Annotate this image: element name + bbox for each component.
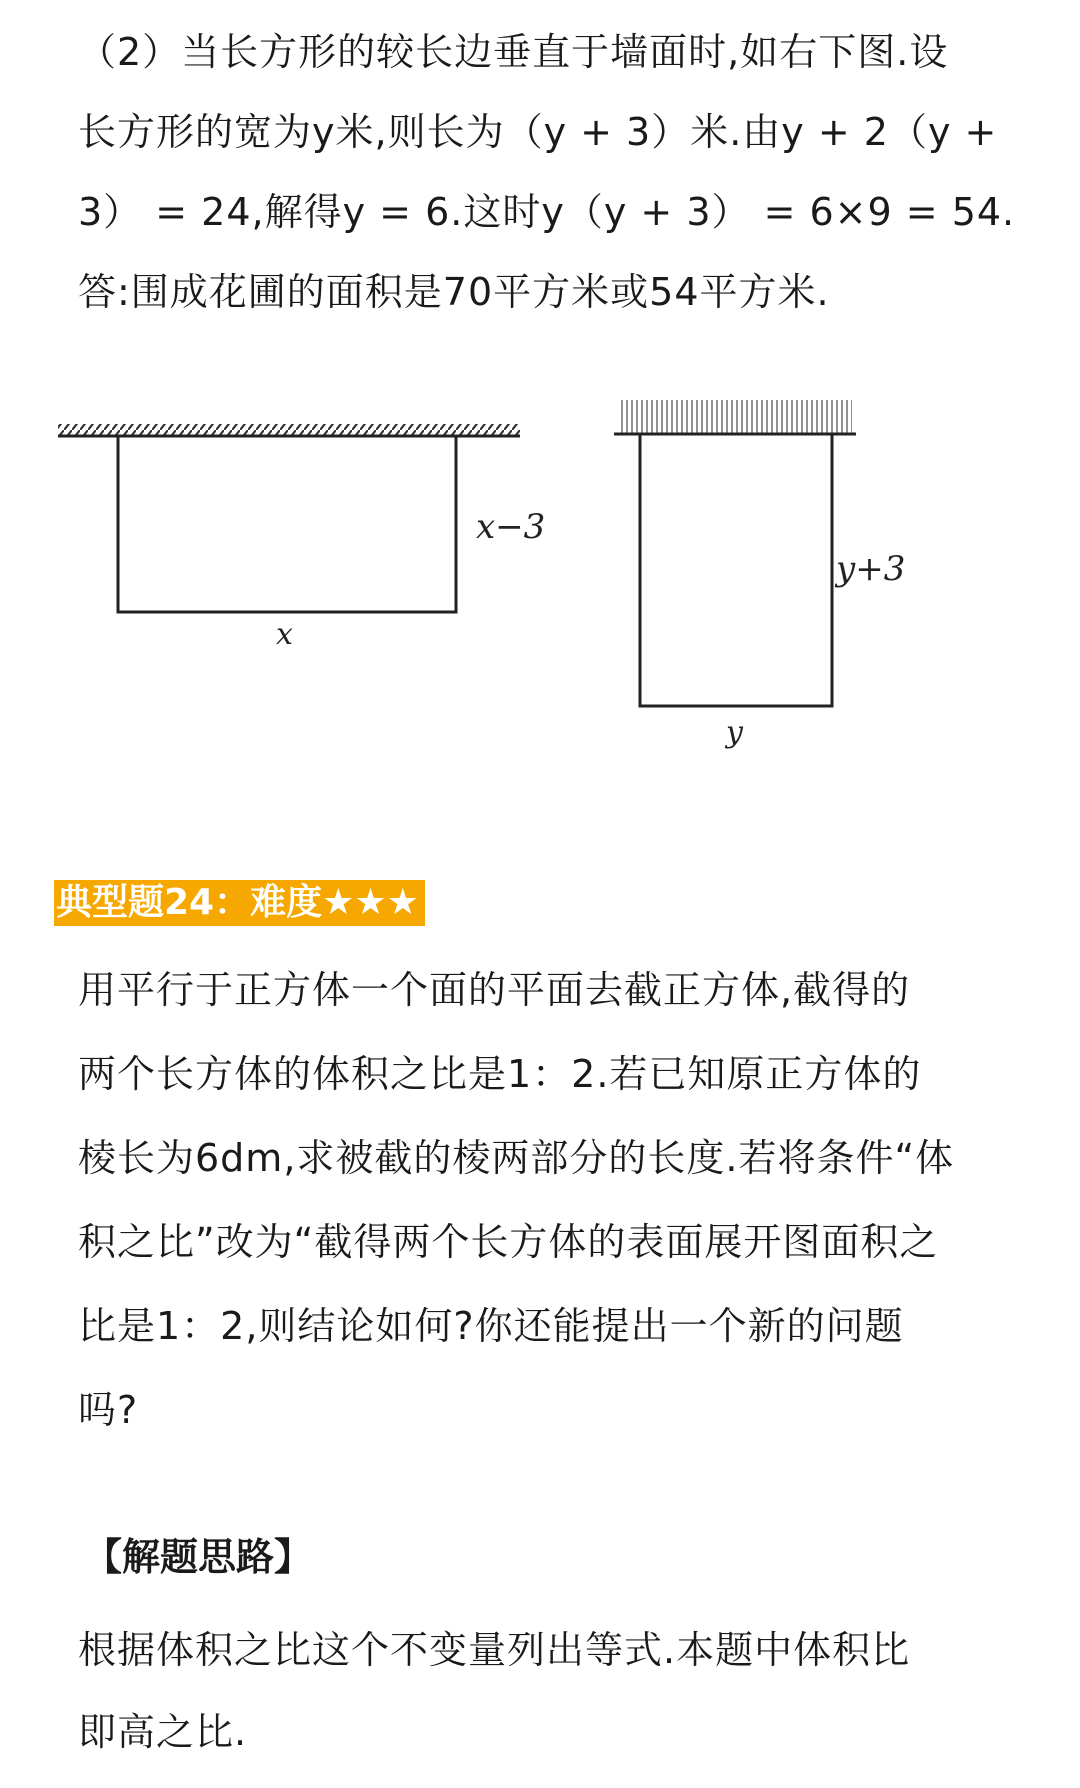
section-title: 【解题思路】 bbox=[84, 1535, 313, 1579]
side-label: x−3 bbox=[476, 507, 546, 547]
text-line: 长方形的宽为y米,则长为（y + 3）米.由y + 2（y + bbox=[78, 110, 998, 154]
text-line: 两个长方体的体积之比是1：2.若已知原正方体的 bbox=[78, 1052, 922, 1096]
figure-right bbox=[600, 390, 920, 760]
text-line: 即高之比. bbox=[78, 1710, 248, 1754]
bottom-label: x bbox=[276, 617, 293, 652]
side-label: y+3 bbox=[836, 549, 906, 589]
text-line: 吗? bbox=[78, 1388, 139, 1432]
garden-rectangle bbox=[118, 436, 456, 612]
problem-badge: 典型题24：难度★★★ bbox=[54, 880, 425, 926]
text-line: 比是1：2,则结论如何?你还能提出一个新的问题 bbox=[78, 1304, 904, 1348]
text-line: 棱长为6dm,求被截的棱两部分的长度.若将条件“体 bbox=[78, 1136, 955, 1180]
text-line: （2）当长方形的较长边垂直于墙面时,如右下图.设 bbox=[78, 30, 949, 74]
text-line: 答:围成花圃的面积是70平方米或54平方米. bbox=[78, 270, 830, 314]
text-line: 3） = 24,解得y = 6.这时y（y + 3） = 6×9 = 54. bbox=[78, 190, 1016, 234]
bottom-label: y bbox=[726, 715, 743, 750]
wall-hatching bbox=[58, 424, 520, 436]
text-line: 根据体积之比这个不变量列出等式.本题中体积比 bbox=[78, 1628, 911, 1672]
wall-hatching bbox=[620, 400, 852, 434]
garden-rectangle bbox=[640, 434, 832, 706]
figure-left bbox=[0, 400, 560, 660]
text-line: 积之比”改为“截得两个长方体的表面展开图面积之 bbox=[78, 1220, 939, 1264]
text-line: 用平行于正方体一个面的平面去截正方体,截得的 bbox=[78, 968, 911, 1012]
